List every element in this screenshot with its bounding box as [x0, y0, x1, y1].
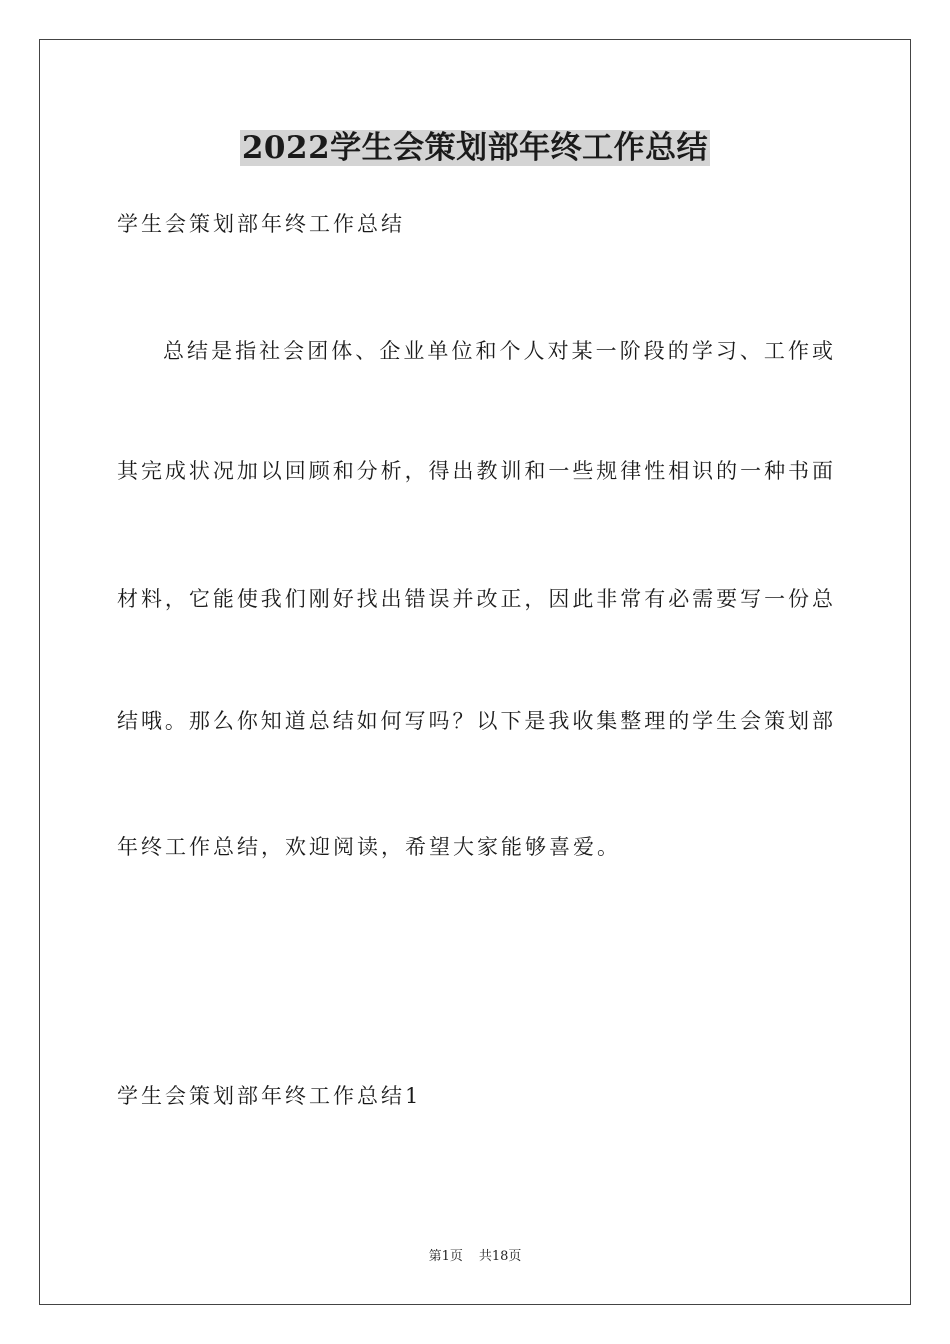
page-footer [0, 1248, 950, 1266]
page-number: 第1页 [428, 1249, 463, 1264]
document-title [0, 128, 950, 168]
paragraph-line-1: 总结是指社会团体、企业单位和个人对某一阶段的学习、工作或 [163, 339, 833, 363]
document-subtitle: 学生会策划部年终工作总结 [117, 212, 405, 236]
page-total: 共18页 [478, 1249, 522, 1264]
document-title-text: 2022学生会策划部年终工作总结 [241, 130, 709, 166]
section-heading: 学生会策划部年终工作总结1 [117, 1084, 422, 1108]
paragraph-line-5: 年终工作总结，欢迎阅读，希望大家能够喜爱。 [117, 835, 621, 859]
paragraph-line-3: 材料，它能使我们刚好找出错误并改正，因此非常有必需要写一份总 [117, 587, 833, 611]
paragraph-line-2: 其完成状况加以回顾和分析，得出教训和一些规律性相识的一种书面 [117, 459, 833, 483]
paragraph-line-4: 结哦。那么你知道总结如何写吗？以下是我收集整理的学生会策划部 [117, 709, 833, 733]
